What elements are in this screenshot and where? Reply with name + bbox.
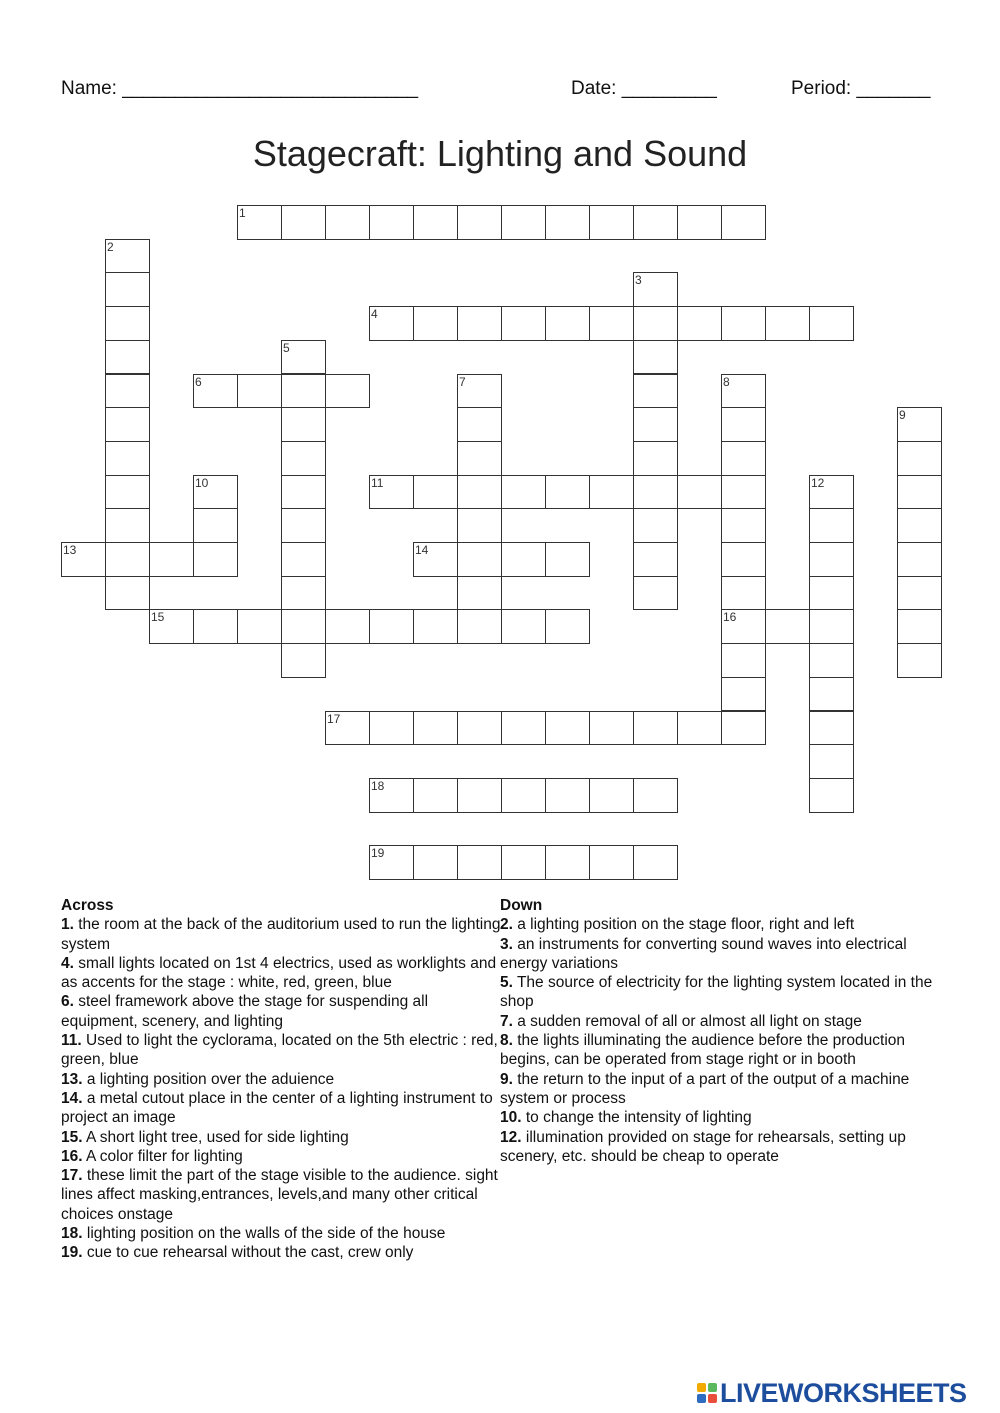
clue-text: these limit the part of the stage visible to the audience. sight lines affect masking,entrances, levels,and many other critical choices onstage [61, 1167, 498, 1223]
crossword-cell[interactable] [765, 306, 810, 341]
crossword-cell[interactable] [633, 441, 678, 476]
crossword-cell[interactable] [721, 643, 766, 678]
crossword-cell[interactable] [369, 845, 414, 880]
down-heading: Down [500, 897, 543, 914]
crossword-cell[interactable] [457, 475, 502, 510]
clue-text: steel framework above the stage for suspending all equipment, scenery, and lighting [61, 993, 429, 1030]
crossword-cell[interactable] [677, 306, 722, 341]
down-clue [500, 915, 945, 934]
crossword-cell[interactable] [677, 475, 722, 510]
crossword-cell[interactable] [633, 778, 678, 813]
crossword-cell[interactable] [325, 205, 370, 240]
crossword-cell[interactable] [281, 441, 326, 476]
crossword-cell[interactable] [457, 711, 502, 746]
clue-number-7: 7 [459, 374, 466, 389]
clue-text: small lights located on 1st 4 electrics, used as worklights and as accents for the stage : white, red, green, blue [61, 954, 497, 992]
clue-number-18: 18 [371, 778, 385, 793]
clue-number-2: 2 [107, 239, 114, 254]
across-clue [61, 1166, 501, 1224]
crossword-cell[interactable] [721, 508, 766, 543]
clue-number: 8. [500, 1032, 513, 1050]
crossword-cell[interactable] [193, 542, 238, 577]
crossword-cell[interactable] [897, 609, 942, 644]
crossword-cell[interactable] [633, 374, 678, 409]
logo-mark-icon [697, 1383, 717, 1403]
clue-text: an instruments for converting sound waves into electrical energy variations [500, 935, 907, 972]
crossword-cell[interactable] [457, 306, 502, 341]
clue-number: 9. [500, 1070, 513, 1088]
crossword-cell[interactable] [369, 475, 414, 510]
crossword-cell[interactable] [677, 205, 722, 240]
across-clue [61, 1089, 501, 1128]
crossword-cell[interactable] [721, 407, 766, 442]
crossword-cell[interactable] [413, 475, 458, 510]
across-clue [61, 1070, 501, 1089]
crossword-cell[interactable] [545, 845, 590, 880]
crossword-cell[interactable] [721, 576, 766, 611]
crossword-cell[interactable] [457, 205, 502, 240]
crossword-cell[interactable] [809, 609, 854, 644]
crossword-cell[interactable] [193, 609, 238, 644]
crossword-cell[interactable] [677, 711, 722, 746]
across-clue [61, 915, 501, 954]
crossword-cell[interactable] [413, 711, 458, 746]
crossword-cell[interactable] [501, 711, 546, 746]
clue-text: the return to the input of a part of the output of a machine system or process [500, 1070, 910, 1107]
crossword-cell[interactable] [281, 609, 326, 644]
clue-number: 6. [61, 993, 74, 1011]
crossword-cell[interactable] [633, 542, 678, 577]
crossword-cell[interactable] [105, 475, 150, 510]
crossword-cell[interactable] [501, 205, 546, 240]
across-clue [61, 1224, 501, 1243]
down-clue [500, 1012, 945, 1031]
clue-text: illumination provided on stage for rehearsals, setting up scenery, etc. should be cheap to operate [500, 1128, 906, 1165]
crossword-cell[interactable] [413, 609, 458, 644]
crossword-cell[interactable] [721, 306, 766, 341]
crossword-cell[interactable] [721, 711, 766, 746]
crossword-cell[interactable] [545, 542, 590, 577]
crossword-cell[interactable] [721, 441, 766, 476]
crossword-cell[interactable] [809, 711, 854, 746]
crossword-cell[interactable] [633, 407, 678, 442]
crossword-cell[interactable] [105, 239, 150, 274]
across-clue [61, 1147, 501, 1166]
crossword-cell[interactable] [457, 845, 502, 880]
crossword-cell[interactable] [457, 407, 502, 442]
crossword-cell[interactable] [281, 542, 326, 577]
crossword-cell[interactable] [809, 744, 854, 779]
clue-text: to change the intensity of lighting [521, 1109, 752, 1127]
down-clue [500, 1031, 945, 1070]
crossword-cell[interactable] [809, 306, 854, 341]
crossword-cell[interactable] [237, 609, 282, 644]
down-clue [500, 1070, 945, 1109]
crossword-cell[interactable] [193, 508, 238, 543]
down-clue [500, 935, 945, 974]
clue-number-14: 14 [415, 543, 429, 557]
crossword-cell[interactable] [281, 508, 326, 543]
crossword-cell[interactable] [413, 845, 458, 880]
clue-text: the room at the back of the auditorium used to run the lighting system [61, 916, 501, 953]
crossword-cell[interactable] [457, 542, 502, 577]
crossword-cell[interactable] [809, 508, 854, 543]
crossword-cell[interactable] [501, 475, 546, 510]
across-clues [61, 896, 501, 1263]
clue-text: The source of electricity for the lighting system located in the shop [500, 974, 933, 1011]
crossword-cell[interactable] [105, 340, 150, 375]
crossword-cell[interactable] [589, 475, 634, 510]
clue-text: A short light tree, used for side lighting [82, 1128, 349, 1146]
clue-number: 3. [500, 935, 513, 953]
clue-text: Used to light the cyclorama, located on the 5th electric : red, green, blue [61, 1032, 498, 1069]
crossword-cell[interactable] [589, 845, 634, 880]
liveworksheets-logo [697, 1378, 967, 1408]
clue-number: 15. [61, 1128, 83, 1146]
crossword-cell[interactable] [633, 475, 678, 510]
crossword-cell[interactable] [809, 576, 854, 611]
crossword-cell[interactable] [413, 542, 458, 577]
crossword-cell[interactable] [413, 778, 458, 813]
crossword-cell[interactable] [413, 205, 458, 240]
crossword-cell[interactable] [501, 609, 546, 644]
crossword-cell[interactable] [369, 711, 414, 746]
crossword-cell[interactable] [589, 306, 634, 341]
crossword-cell[interactable] [105, 374, 150, 409]
clue-number-3: 3 [635, 273, 642, 288]
crossword-cell[interactable] [633, 845, 678, 880]
crossword-cell[interactable] [105, 576, 150, 611]
crossword-cell[interactable] [105, 508, 150, 543]
clue-text: a lighting position over the aduience [82, 1070, 335, 1088]
crossword-cell[interactable] [545, 711, 590, 746]
crossword-cell[interactable] [501, 778, 546, 813]
logo-text: LIVEWORKSHEETS [720, 1377, 967, 1408]
crossword-cell[interactable] [721, 677, 766, 712]
across-clue [61, 992, 501, 1031]
crossword-cell[interactable] [105, 441, 150, 476]
name-field-label: Name: ____________________________ [61, 78, 419, 99]
crossword-cell[interactable] [897, 441, 942, 476]
clue-number: 17. [61, 1167, 83, 1185]
clue-number-8: 8 [723, 374, 730, 389]
crossword-cell[interactable] [633, 576, 678, 611]
clue-number: 1. [61, 916, 74, 934]
crossword-cell[interactable] [325, 711, 370, 746]
crossword-cell[interactable] [897, 508, 942, 543]
clue-number: 10. [500, 1109, 522, 1127]
down-clue [500, 1128, 945, 1167]
clue-text: a metal cutout place in the center of a lighting instrument to project an image [61, 1089, 493, 1127]
clue-number-19: 19 [371, 846, 385, 861]
crossword-cell[interactable] [545, 475, 590, 510]
clue-text: lighting position on the walls of the side of the house [82, 1225, 446, 1243]
down-clue [500, 1108, 945, 1127]
crossword-cell[interactable] [237, 205, 282, 240]
crossword-cell[interactable] [633, 340, 678, 375]
crossword-cell[interactable] [897, 542, 942, 577]
crossword-cell[interactable] [281, 374, 326, 409]
crossword-cell[interactable] [457, 609, 502, 644]
clue-number: 4. [61, 954, 74, 972]
crossword-cell[interactable] [633, 306, 678, 341]
crossword-cell[interactable] [545, 778, 590, 813]
clue-number-11: 11 [371, 475, 384, 490]
crossword-cell[interactable] [809, 542, 854, 577]
crossword-cell[interactable] [633, 272, 678, 307]
across-clue [61, 954, 501, 993]
date-field-label: Date: _________ [571, 78, 717, 99]
crossword-cell[interactable] [633, 508, 678, 543]
crossword-cell[interactable] [369, 609, 414, 644]
crossword-cell[interactable] [721, 542, 766, 577]
across-clue [61, 1128, 501, 1147]
clue-number-15: 15 [151, 610, 165, 625]
down-clues [500, 896, 945, 1166]
clue-number-16: 16 [723, 610, 737, 625]
crossword-cell[interactable] [897, 643, 942, 678]
crossword-cell[interactable] [193, 374, 238, 409]
clue-number: 7. [500, 1012, 513, 1030]
crossword-cell[interactable] [589, 205, 634, 240]
crossword-cell[interactable] [457, 778, 502, 813]
clue-number-1: 1 [239, 206, 246, 220]
clue-number: 5. [500, 974, 513, 992]
crossword-cell[interactable] [369, 205, 414, 240]
crossword-cell[interactable] [633, 205, 678, 240]
crossword-cell[interactable] [765, 609, 810, 644]
crossword-cell[interactable] [589, 778, 634, 813]
clue-text: a sudden removal of all or almost all light on stage [512, 1012, 862, 1030]
crossword-cell[interactable] [325, 374, 370, 409]
crossword-cell[interactable] [809, 475, 854, 510]
clue-number: 14. [61, 1089, 83, 1107]
crossword-cell[interactable] [897, 407, 942, 442]
clue-number: 16. [61, 1147, 83, 1165]
crossword-cell[interactable] [281, 407, 326, 442]
crossword-cell[interactable] [457, 576, 502, 611]
clue-number-12: 12 [811, 475, 825, 490]
clue-text: cue to cue rehearsal without the cast, crew only [82, 1244, 414, 1262]
clue-number-9: 9 [899, 408, 906, 423]
crossword-cell[interactable] [281, 340, 326, 375]
crossword-cell[interactable] [501, 542, 546, 577]
clue-number: 2. [500, 916, 513, 934]
crossword-cell[interactable] [193, 475, 238, 510]
clue-number: 11. [61, 1032, 82, 1050]
down-clue [500, 973, 945, 1012]
crossword-cell[interactable] [545, 306, 590, 341]
across-heading: Across [61, 897, 114, 914]
crossword-cell[interactable] [721, 205, 766, 240]
crossword-cell[interactable] [281, 475, 326, 510]
crossword-cell[interactable] [897, 576, 942, 611]
across-clue [61, 1243, 501, 1262]
crossword-cell[interactable] [369, 778, 414, 813]
clue-text: A color filter for lighting [82, 1147, 243, 1165]
crossword-cell[interactable] [809, 778, 854, 813]
crossword-cell[interactable] [545, 609, 590, 644]
crossword-cell[interactable] [457, 374, 502, 409]
clue-number-17: 17 [327, 711, 341, 726]
crossword-cell[interactable] [809, 677, 854, 712]
crossword-cell[interactable] [105, 542, 150, 577]
crossword-cell[interactable] [897, 475, 942, 510]
period-field-label: Period: _______ [791, 78, 931, 99]
clue-text: the lights illuminating the audience before the production begins, can be operated from stage right or in booth [500, 1032, 906, 1069]
clue-text: a lighting position on the stage floor, right and left [512, 916, 855, 934]
crossword-cell[interactable] [457, 508, 502, 543]
clue-number-13: 13 [63, 543, 77, 557]
crossword-cell[interactable] [105, 306, 150, 341]
clue-number-4: 4 [371, 307, 378, 322]
clue-number: 13. [61, 1070, 83, 1088]
worksheet-title: Stagecraft: Lighting and Sound [252, 133, 748, 174]
crossword-cell[interactable] [589, 711, 634, 746]
clue-number: 18. [61, 1225, 83, 1243]
crossword-cell[interactable] [369, 306, 414, 341]
crossword-cell[interactable] [721, 475, 766, 510]
crossword-cell[interactable] [281, 643, 326, 678]
crossword-cell[interactable] [501, 306, 546, 341]
clue-number: 12. [500, 1128, 522, 1146]
crossword-cell[interactable] [61, 542, 106, 577]
crossword-cell[interactable] [721, 609, 766, 644]
crossword-cell[interactable] [281, 576, 326, 611]
crossword-cell[interactable] [325, 609, 370, 644]
crossword-cell[interactable] [457, 441, 502, 476]
crossword-cell[interactable] [501, 845, 546, 880]
crossword-cell[interactable] [721, 374, 766, 409]
crossword-cell[interactable] [237, 374, 282, 409]
crossword-cell[interactable] [149, 542, 194, 577]
clue-number-6: 6 [195, 374, 202, 389]
crossword-cell[interactable] [413, 306, 458, 341]
crossword-cell[interactable] [149, 609, 194, 644]
crossword-cell[interactable] [809, 643, 854, 678]
clue-number-10: 10 [195, 475, 209, 490]
crossword-cell[interactable] [545, 205, 590, 240]
clue-number-5: 5 [283, 340, 290, 355]
crossword-cell[interactable] [281, 205, 326, 240]
clue-number: 19. [61, 1244, 83, 1262]
across-clue [61, 1031, 501, 1070]
crossword-cell[interactable] [633, 711, 678, 746]
crossword-cell[interactable] [105, 407, 150, 442]
crossword-cell[interactable] [105, 272, 150, 307]
